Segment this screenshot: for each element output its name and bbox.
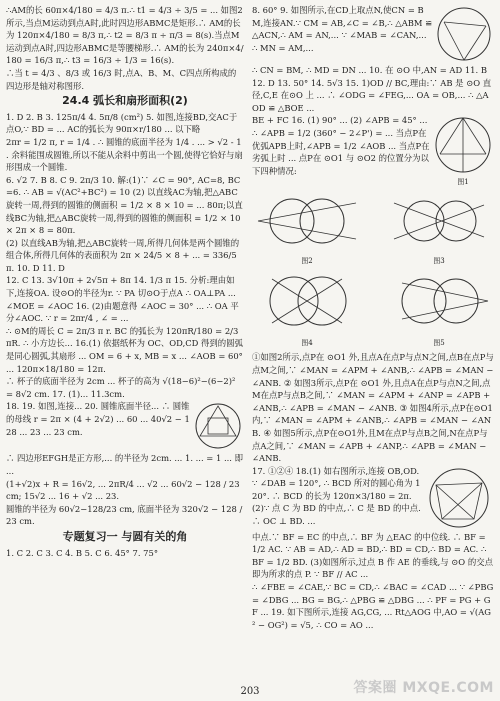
watermark-text: 答案圈 MXQE.COM bbox=[353, 680, 494, 696]
watermark bbox=[354, 677, 495, 697]
answer-paragraph: 2πr = 1/2 π, r = 1/4 . ∴ 圆锥的底面半径为 1/4 . ... > √2 - 1 . 余料能围成圆锥,所以不能从余料中剪出一个圆,使得它恰好与扇形围成一个圆锥. bbox=[6, 136, 243, 173]
answer-paragraph: ①如图2所示,点P在 ⊙O1 外,且点A在点P与点N之间,点B在点P与点M之间,∵ ∠MAN = ∠APM + ∠ANB,∴ ∠APB = ∠MAN − ∠ANB. ② 如图3所示,点P在 ⊙O1 外,且点A在点P与点N之间,点M在点P与点B之间,∵ ∠MAN = ∠APM + ∠ANP = ∠APB + ∠ANB,∴ ∠APB = ∠MAN − ∠ANB. ③ 如图4所示,点P在⊙O1内,∵ ∠MAN = ∠APM + ∠ANB,∴ ∠APB = ∠MAN − ∠ANB. ④ 如图5所示,点P在⊙O1外,且M在点P与点B之间,N在点P与点A之间,∵ ∠MAN = ∠APB + ∠ANP,∴ ∠APB = ∠MAN − ∠ANB. bbox=[252, 352, 494, 464]
answer-paragraph: (1+√2)x + R = 16√2, ... 2πR/4 ... √2 ... 60√2 − 128 / 23 cm; 15√2 ... 16 + √2 ... 23. bbox=[6, 478, 240, 502]
figure-row bbox=[252, 191, 494, 267]
figure-2 bbox=[252, 191, 362, 251]
figure-4 bbox=[252, 269, 362, 333]
answer-paragraph: ∴ 四边形EFGH是正方形,... 的半径为 2cm. ... 1. ... = 1 ... 即 ... bbox=[6, 453, 243, 476]
answer-paragraph: BE + FC 16. (1) 90° ... (2) ∠APB = 45° ... ∴ ∠APB = 1/2 (360° − 2∠P') = ... 当点P在优弧APB上时,∠APB = 1/2 ∠AOB ... 当点P在劣弧上时 ... 点P在 ⊙O1 与 ⊙O2 的位置分为以下四种情况: bbox=[252, 115, 430, 176]
answer-paragraph: 6. √2 7. B 8. C 9. 2π/3 10. 解:(1)∵ ∠C = 90°, AC=8, BC=6. ∴ AB = √(AC²+BC²) = 10 (2) 以直线AC为轴,把△ABC旋转一周,得到的圆锥的侧面积 = 1/2 × 8 × 10 = ... 80π;以直线BC为轴,把△ABC旋转一周,得到的圆锥的侧面积 = 1/2 × 10 × 2π × 8 = 80π. bbox=[6, 174, 243, 236]
figure-caption: 图5 bbox=[433, 338, 445, 347]
circle-figure-top bbox=[434, 4, 494, 64]
figure-1 bbox=[432, 114, 494, 176]
figure-caption: 图1 bbox=[457, 178, 469, 187]
section-title: 24.4 弧长和扇形面积(2) bbox=[62, 94, 188, 108]
answer-paragraph: ∴ ∠FBE = ∠CAE,∵ BC = CD,∴ ∠BAC = ∠CAD ... ∵ ∠PBG = ∠DBG ... BG = BG,∴ △PBG ≌ △DBG ... ∴ PF = PG + GF ... 19. 如下图所示,连接 AG,CG, ... Rt△AOG 中,AO = √(AG² − OG²) = √5, ∴ CO = AO ... bbox=[252, 582, 494, 630]
figure-3 bbox=[384, 191, 494, 251]
answer-paragraph: ∴ CN = BM, ∴ MD = DN ... 10. 在 ⊙O 中,AN = AD 11. B 12. D 13. 50° 14. 5√3 15. 1)OD // BC,理由:∵ AB 是 ⊙O 直径,C,E 在⊙O 上 ... ∴ ∠ODG = ∠FEG,... OA = OB,... ∴ △AOD ≌ △BOE ... bbox=[252, 65, 492, 113]
section-title: 专题复习一 与圆有关的角 bbox=[62, 529, 188, 543]
circle-figure-18 bbox=[424, 465, 494, 531]
page-number: 203 bbox=[240, 686, 260, 697]
answer-paragraph: ∴AM的长 60π×4/180 = 4/3 π.∴ t1 = 4/3 ÷ 3/5 = ... 如图2所示,当点M运动到点A时,此时四边形ABMC是矩形.∴ AM的长为 120π×4/180 = 8/3 π,∴ t2 = 8/3 π ÷ π/3 = 8(s).当点M运动到点A时,四边形ABMC是等腰梯形.∴ AM的长为 240π×4/180 = 16/3 π,∴ t3 = 16/3 ÷ 1/3 = 16(s). bbox=[6, 5, 244, 66]
figure-caption: 图3 bbox=[433, 256, 445, 265]
answer-paragraph: 圆锥的半径为 60√2−128/23 cm, 底面半径为 320√2 − 128 / 23 cm. bbox=[6, 503, 243, 527]
figure-row bbox=[252, 269, 494, 349]
figure-caption: 图4 bbox=[301, 338, 313, 347]
figure-caption: 图2 bbox=[301, 256, 313, 265]
answer-paragraph: (2) 以直线AB为轴,把△ABC旋转一周,所得几何体是两个圆锥的组合体,所得几何体的表面积为 2π × 24/5 × 8 + ... = 336/5 π. 10. D 11. D bbox=[6, 237, 240, 273]
answer-paragraph: ∴ 杯子的底面半径为 2cm ... 杯子的高为 √(18−6)²−(6−2)² = 8√2 cm. 17. (1)... 11.3cm. bbox=[6, 376, 236, 399]
figure-5 bbox=[384, 269, 494, 333]
circle-square-figure bbox=[192, 400, 244, 452]
answer-paragraph: 17. ①②④ 18.(1) 如右图所示,连接 OB,OD. ∵ ∠DAB = 120°, ∴ BCD 所对的圆心角为 120°. ∴ BCD 的长为 120π×3/180 = 2π. (2)∵ 点 C 为 BD 的中点,∴ C 是 BD 的中点. ∴ OC ⊥ BD. ... bbox=[252, 465, 421, 527]
answer-paragraph: 12. C 13. 3√10π + 2√5π + 8π 14. 1/3 π 15. 分析:理由如下,连接OA. 设⊙O的半径为r. ∵ PA 切⊙O于点A ∴ OA⊥PA ... ∠MOE = ∠AOC 16. (2)由题意得 ∠AOC = 30° ... ∴ OA 平分∠AOC. ∵ r = 2πr/4 , ∠ = ... bbox=[6, 275, 239, 324]
answer-paragraph: 中点.∵ BF = EC 的中点,∴ BF 为 △EAC 的中位线. ∴ BF = 1/2 AC. ∵ AB = AD,∴ AD = BD,∴ BD = CD,∴ BD = AC. ∴ BF = 1/2 BD. (3)如图所示,过点 B 作 AE 的垂线,与 ⊙O 的交点即为所求的点 P. ∵ BF // AC ... bbox=[252, 531, 493, 580]
answer-paragraph: ∴ ⊙M的周长 C = 2π/3 π r. BC 的弧长为 120πR/180 = 2/3 πR. ∴ 小方边长... 16.(1) 依据纸杯为 OC、OD,CD 得到的圆弧是同心圆弧,其扇形 ... OM = 6 + x, MB = x ... ∠AOB = 60° ... 120π×18/180 = 12π. bbox=[6, 325, 243, 374]
answer-paragraph: 1. C 2. C 3. C 4. B 5. C 6. 45° 7. 75° bbox=[6, 547, 159, 558]
answer-paragraph: 8. 60° 9. 如图所示,在CD上取点N,使CN = BM,连接AN.∵ CM = AB,∠C = ∠B,∴ △ABM ≌ △ACN,∴ AM = AN,... ∵ ∠MAB = ∠CAN,... ∴ MN = AM,... bbox=[252, 5, 433, 53]
answer-paragraph: ∴当 t = 4/3 、8/3 或 16/3 时,点A、B、M、C四点所构成的四边形是轴对称图形. bbox=[6, 67, 237, 91]
answer-paragraph: 1. D 2. B 3. 125π/4 4. 5π/8 (cm²) 5. 如图,连接BD,交AC于点O,∵ BD = ... AC的弧长为 90π×r/180 ... 以下略 bbox=[6, 111, 238, 135]
left-column bbox=[6, 4, 244, 559]
right-column bbox=[252, 4, 494, 631]
answer-paragraph: 18. 19. 如图,连接... 20. 圆锥底面半径... ∴ 圆锥的母线 r = 2π × (4 + 2√2) ... 60 ... 40√2 − 128 ... 23 ... 23 cm. bbox=[6, 401, 190, 437]
